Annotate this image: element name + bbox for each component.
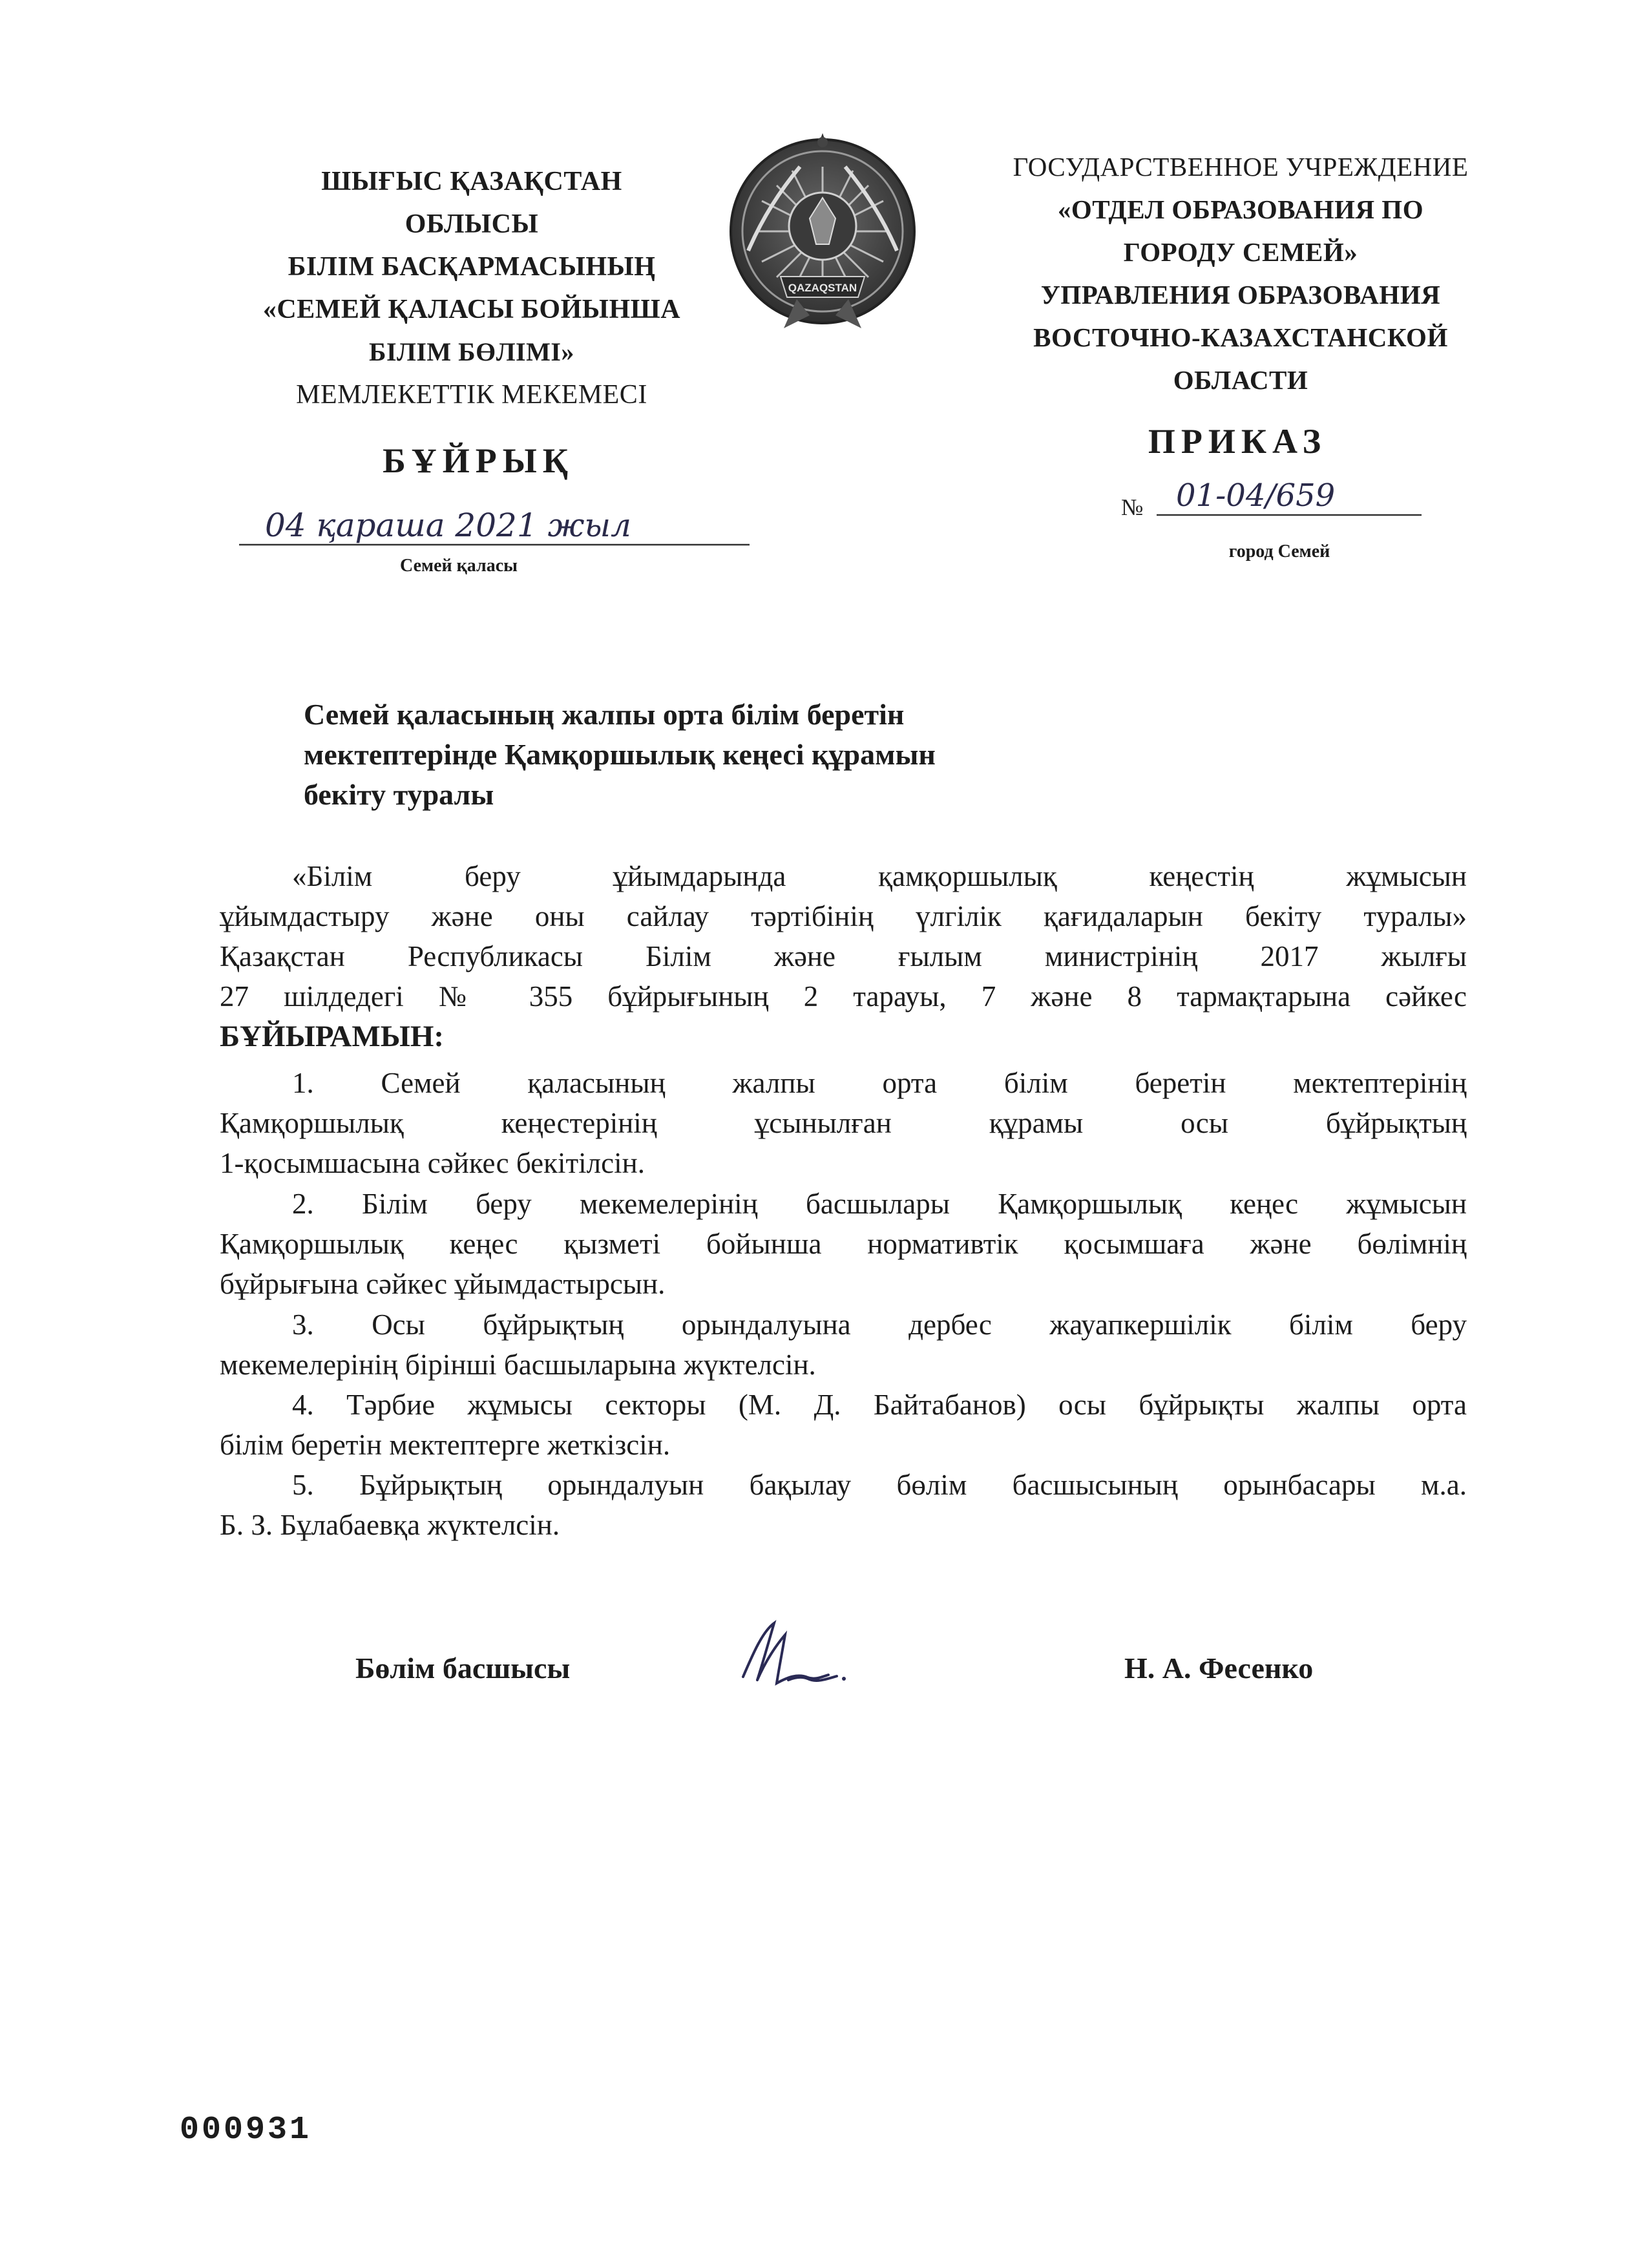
item-line: Қамқоршылық кеңес қызметі бойынша нормативтік қосымшаға және бөлімнің bbox=[220, 1228, 1467, 1260]
order-item-1 bbox=[220, 1063, 1467, 1183]
preamble-line: «Білім беру ұйымдарында қамқоршылық кеңестің жұмысын bbox=[292, 860, 1467, 892]
signatory-name: Н. А. Фесенко bbox=[1124, 1652, 1314, 1685]
header-ru-line: УПРАВЛЕНИЯ ОБРАЗОВАНИЯ bbox=[1040, 280, 1441, 310]
item-line: 5. Бұйрықтың орындалуын бақылау бөлім басшысының орынбасары м.а. bbox=[292, 1469, 1467, 1501]
subject-line: бекіту туралы bbox=[304, 778, 494, 811]
signature-role: Бөлім басшысы bbox=[355, 1652, 571, 1685]
preamble-line: Қазақстан Республикасы Білім және ғылым министрінің 2017 жылғы bbox=[220, 940, 1467, 972]
handwritten-number-text: 01-04/659 bbox=[1176, 478, 1336, 514]
header-ru-line: «ОТДЕЛ ОБРАЗОВАНИЯ ПО bbox=[1057, 194, 1424, 224]
place-ru: город Семей bbox=[1228, 541, 1330, 562]
header-kz-line: БІЛІМ БАСҚАРМАСЫНЫҢ bbox=[288, 252, 656, 282]
header-ru-line: ВОСТОЧНО-КАЗАХСТАНСКОЙ bbox=[1033, 322, 1448, 352]
item-line: білім беретін мектептерге жеткізсін. bbox=[220, 1429, 671, 1461]
order-item-3 bbox=[220, 1305, 1467, 1385]
header-kz-line: БІЛІМ БӨЛІМІ» bbox=[369, 337, 574, 366]
order-item-2 bbox=[220, 1184, 1467, 1304]
handwritten-date-text: 04 қараша 2021 жыл bbox=[265, 507, 631, 544]
item-line: мекемелерінің бірінші басшыларына жүктелсін. bbox=[220, 1349, 816, 1381]
state-emblem-icon bbox=[722, 128, 923, 341]
order-item-5 bbox=[220, 1465, 1467, 1545]
doc-kind-ru: ПРИКАЗ bbox=[1148, 422, 1327, 461]
doc-kind-kz: БҰЙРЫҚ bbox=[383, 441, 574, 480]
item-line: 1. Семей қаласының жалпы орта білім беретін мектептерінің bbox=[292, 1067, 1467, 1099]
handwritten-number bbox=[1118, 468, 1434, 527]
emblem-band-text: QAZAQSTAN bbox=[788, 282, 857, 294]
item-line: 2. Білім беру мекемелерінің басшылары Қамқоршылық кеңес жұмысын bbox=[292, 1188, 1467, 1220]
header-kz bbox=[220, 160, 724, 416]
header-ru-line: ОБЛАСТИ bbox=[1173, 365, 1308, 395]
item-line: Қамқоршылық кеңестерінің ұсынылған құрамы осы бұйрықтың bbox=[220, 1107, 1467, 1139]
header-ru-line: ГОРОДУ СЕМЕЙ» bbox=[1123, 237, 1358, 267]
header-kz-line: МЕМЛЕКЕТТІК МЕКЕМЕСІ bbox=[296, 380, 647, 410]
item-line: 4. Тәрбие жұмысы секторы (М. Д. Байтабанов) осы бұйрықты жалпы орта bbox=[292, 1389, 1467, 1421]
place-kz: Семей қаласы bbox=[400, 556, 518, 576]
item-line: 3. Осы бұйрықтың орындалуына дербес жауапкершілік білім беру bbox=[292, 1308, 1467, 1341]
preamble bbox=[220, 856, 1467, 1056]
order-item-4 bbox=[220, 1385, 1467, 1465]
order-word: БҰЙЫРАМЫН: bbox=[220, 1020, 445, 1053]
item-line: 1-қосымшасына сәйкес бекітілсін. bbox=[220, 1147, 645, 1179]
item-line: бұйрығына сәйкес ұйымдастырсын. bbox=[220, 1268, 666, 1300]
item-line: Б. З. Бұлабаевқа жүктелсін. bbox=[220, 1509, 560, 1541]
header-kz-line: ОБЛЫСЫ bbox=[404, 209, 539, 239]
subject-heading bbox=[304, 695, 1144, 815]
subject-line: мектептерінде Қамқоршылық кеңесі құрамын bbox=[304, 738, 936, 771]
preamble-line: ұйымдастыру және оны сайлау тәртібінің үлгілік қағидаларын бекіту туралы» bbox=[220, 900, 1467, 932]
preamble-line: 27 шілдедегі № 355 бұйрығының 2 тарауы, 7 және 8 тармақтарына сәйкес bbox=[220, 980, 1467, 1013]
header-ru bbox=[982, 145, 1499, 401]
header-kz-line: ШЫҒЫС ҚАЗАҚСТАН bbox=[321, 167, 622, 196]
serial-number: 000931 bbox=[180, 2112, 312, 2148]
handwritten-signature bbox=[717, 1615, 853, 1699]
number-sign: № bbox=[1121, 494, 1144, 520]
header-kz-line: «СЕМЕЙ ҚАЛАСЫ БОЙЫНША bbox=[262, 295, 681, 324]
subject-line: Семей қаласының жалпы орта білім беретін bbox=[304, 698, 905, 731]
header-ru-line: ГОСУДАРСТВЕННОЕ УЧРЕЖДЕНИЕ bbox=[1013, 152, 1469, 182]
